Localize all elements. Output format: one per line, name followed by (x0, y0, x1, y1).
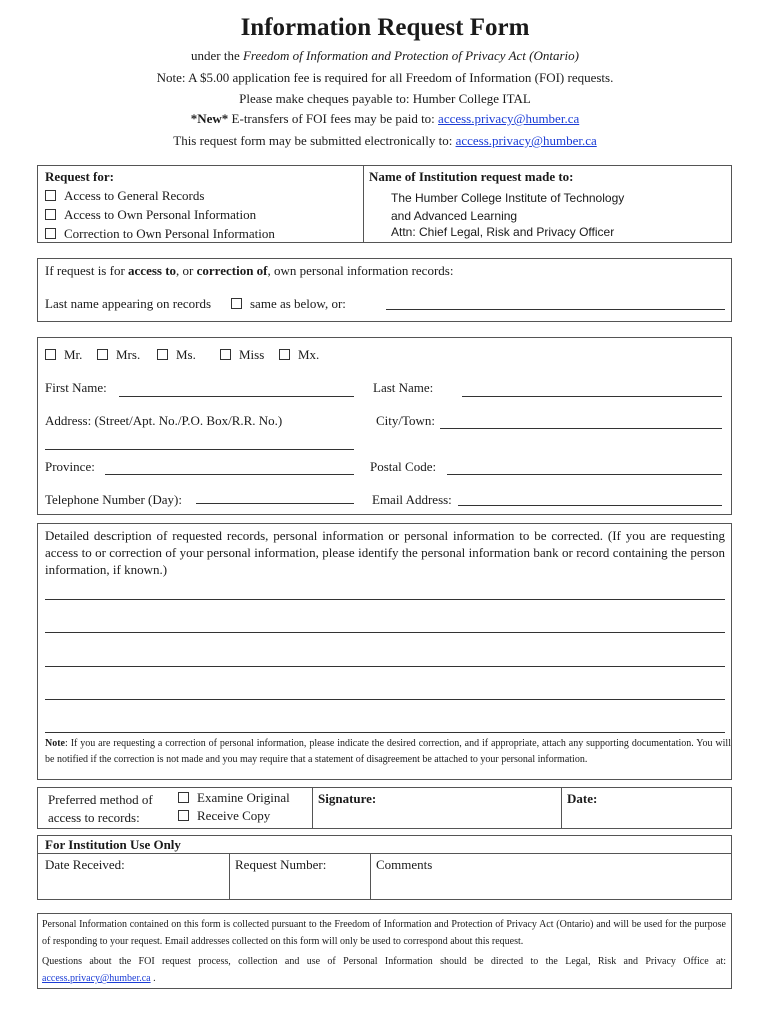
postal-code-label: Postal Code: (370, 459, 437, 474)
privacy-contact: Questions about the FOI request process, collection and use of Personal Information should be directed to the Legal, Risk and Privacy Office at: access.privacy@humber.ca . (42, 956, 726, 984)
title-miss[interactable]: Miss (220, 347, 264, 363)
option-correction[interactable]: Correction to Own Personal Information (45, 226, 275, 242)
checkbox[interactable] (220, 349, 231, 360)
institution-attn: Attn: Chief Legal, Risk and Privacy Officer (391, 225, 615, 239)
description-instructions: Detailed description of requested records, personal information or personal information to be corrected. (If you are requesting access to or correction of your personal information, please identify the personal information bank or record containing the person information, if known.) (45, 528, 725, 577)
last-name-label: Last Name: (373, 380, 434, 395)
checkbox[interactable] (178, 792, 189, 803)
divider (229, 853, 230, 900)
telephone-label: Telephone Number (Day): (45, 492, 182, 507)
checkbox[interactable] (45, 349, 56, 360)
last-name-on-records-label: Last name appearing on records (45, 296, 212, 311)
title-ms[interactable]: Ms. (157, 347, 196, 363)
signature-label: Signature: (318, 791, 377, 806)
email-label: Email Address: (372, 492, 452, 507)
checkbox[interactable] (231, 298, 242, 309)
email-field[interactable] (458, 505, 722, 506)
fee-note: Note: A $5.00 application fee is required for all Freedom of Information (FOI) requests. (156, 70, 614, 85)
receive-copy-option[interactable]: Receive Copy (178, 808, 270, 824)
access-method-label: Preferred method of access to records: (48, 792, 153, 825)
divider (363, 165, 364, 243)
checkbox[interactable] (279, 349, 290, 360)
own-records-intro: If request is for access to, or correction of, own personal information records: (45, 263, 454, 278)
privacy-email-link[interactable]: access.privacy@humber.ca (42, 973, 151, 984)
institution-use-heading: For Institution Use Only (45, 837, 181, 852)
institution-line: and Advanced Learning (391, 209, 518, 223)
province-field[interactable] (105, 474, 354, 475)
checkbox[interactable] (45, 209, 56, 220)
date-label: Date: (567, 791, 598, 806)
request-number-label: Request Number: (235, 857, 327, 872)
description-line[interactable] (45, 599, 725, 600)
last-name-field[interactable] (462, 396, 722, 397)
examine-original-option[interactable]: Examine Original (178, 790, 290, 806)
checkbox[interactable] (45, 190, 56, 201)
divider (312, 787, 313, 829)
description-line[interactable] (45, 732, 725, 733)
telephone-field[interactable] (196, 503, 354, 504)
divider (561, 787, 562, 829)
title-mr[interactable]: Mr. (45, 347, 82, 363)
checkbox[interactable] (178, 810, 189, 821)
etransfer-note: *New* E-transfers of FOI fees may be paid to: access.privacy@humber.ca (190, 111, 580, 126)
institution-heading: Name of Institution request made to: (369, 169, 574, 184)
title-mx[interactable]: Mx. (279, 347, 319, 363)
date-received-label: Date Received: (45, 857, 125, 872)
title-mrs[interactable]: Mrs. (97, 347, 140, 363)
description-line[interactable] (45, 699, 725, 700)
first-name-field[interactable] (119, 396, 354, 397)
last-name-on-records-field[interactable] (386, 309, 725, 310)
act-name: Freedom of Information and Protection of Privacy Act (Ontario) (242, 48, 579, 63)
same-as-below-option[interactable]: same as below, or: (231, 296, 346, 312)
institution-line: The Humber College Institute of Technology (391, 191, 625, 205)
address-label: Address: (Street/Apt. No./P.O. Box/R.R. No.) (45, 413, 283, 428)
description-line[interactable] (45, 632, 725, 633)
checkbox[interactable] (97, 349, 108, 360)
first-name-label: First Name: (45, 380, 107, 395)
divider (370, 853, 371, 900)
privacy-statement: Personal Information contained on this form is collected pursuant to the Freedom of Information and Protection of Privacy Act (Ontario) and will be used for the purpose of responding to your request. Email addresses collected on this form will only be used to correspond about this request. (42, 919, 726, 947)
checkbox[interactable] (45, 228, 56, 239)
request-for-heading: Request for: (45, 169, 114, 184)
province-label: Province: (45, 459, 95, 474)
checkbox[interactable] (157, 349, 168, 360)
description-line[interactable] (45, 666, 725, 667)
correction-note: Note: If you are requesting a correction of personal information, please indicate the desired correction, and if appropriate, attach any supporting documentation. You will be notified if the correction is not made and you may require that a statement of disagreement be attached to your personal information. (45, 738, 731, 765)
cheques-note: Please make cheques payable to: Humber College ITAL (239, 91, 531, 106)
city-field[interactable] (440, 428, 722, 429)
subtitle: under the Freedom of Information and Protection of Privacy Act (Ontario) (191, 48, 579, 63)
option-own-info[interactable]: Access to Own Personal Information (45, 207, 256, 223)
address-field[interactable] (45, 449, 354, 450)
submit-note: This request form may be submitted electronically to: access.privacy@humber.ca (173, 133, 597, 148)
city-label: City/Town: (376, 413, 436, 428)
option-general-records[interactable]: Access to General Records (45, 188, 204, 204)
postal-code-field[interactable] (447, 474, 722, 475)
divider (37, 853, 732, 854)
comments-label: Comments (376, 857, 433, 872)
submit-email-link[interactable]: access.privacy@humber.ca (455, 133, 597, 148)
form-title: Information Request Form (240, 14, 530, 41)
etransfer-email-link[interactable]: access.privacy@humber.ca (438, 111, 580, 126)
